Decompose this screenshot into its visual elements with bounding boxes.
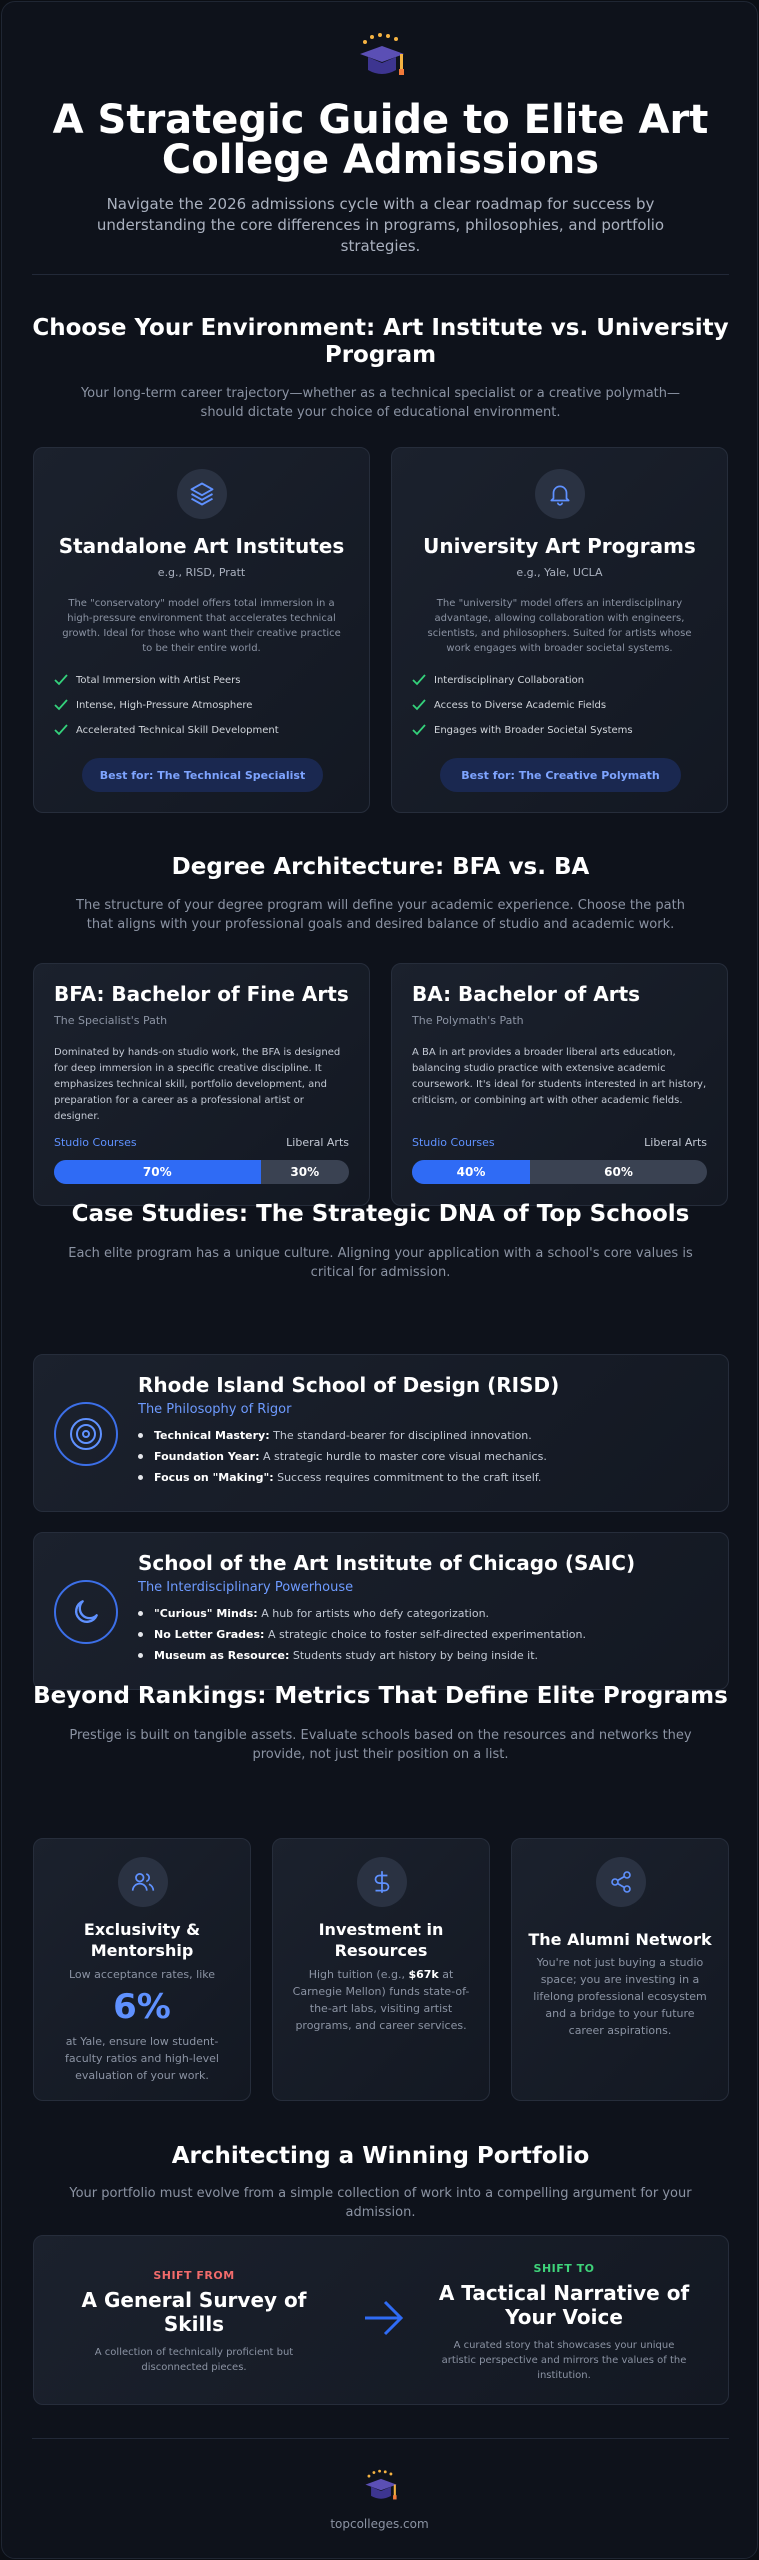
best-for-badge: Best for: The Creative Polymath xyxy=(440,758,681,792)
bell-icon xyxy=(535,469,585,519)
case-bullet-text: Students study art history by being inside it. xyxy=(289,1649,538,1662)
feature-item xyxy=(412,697,707,713)
page-subtitle: Navigate the 2026 admissions cycle with a clear roadmap for success by understanding the core differences in programs, philosophies, and portfolio strategies. xyxy=(96,195,665,255)
case-bullet xyxy=(138,1467,712,1488)
case-bullet-key: "Curious" Minds: xyxy=(154,1607,258,1620)
portfolio-shift-card xyxy=(33,2235,729,2405)
bar-segment-studio: 40% xyxy=(412,1160,530,1184)
studio-liberal-bar xyxy=(54,1160,349,1184)
check-icon xyxy=(412,724,426,736)
shift-from-title: A General Survey of Skills xyxy=(81,2288,307,2336)
section-subtitle-metrics: Prestige is built on tangible assets. Evaluate schools based on the resources and networks they provide, not just their position on a list. xyxy=(69,1728,692,1762)
case-bullet xyxy=(138,1645,712,1666)
case-bullet-list xyxy=(138,1603,712,1666)
studio-liberal-bar xyxy=(412,1160,707,1184)
case-bullet-key: Focus on "Making": xyxy=(154,1471,274,1484)
section-title-metrics: Beyond Rankings: Metrics That Define Elite Programs xyxy=(33,1683,728,1709)
degree-card-description: A BA in art provides a broader liberal arts education, balancing studio practice with extensive academic coursework. It's ideal for students interested in art history, criticism, or combining art with other academic fields. xyxy=(412,1047,707,1106)
env-card-examples: e.g., RISD, Pratt xyxy=(157,566,246,579)
case-bullet-text: A hub for artists who defy categorization. xyxy=(257,1607,490,1620)
feature-label: Intense, High-Pressure Atmosphere xyxy=(76,699,253,711)
case-bullet-list xyxy=(138,1425,712,1488)
feature-label: Accelerated Technical Skill Development xyxy=(76,724,279,736)
feature-label: Access to Diverse Academic Fields xyxy=(434,699,607,711)
divider xyxy=(32,2438,729,2439)
degree-card-tagline: The Specialist's Path xyxy=(54,1014,168,1027)
degree-card-title: BFA: Bachelor of Fine Arts xyxy=(54,982,349,1006)
section-title-degree: Degree Architecture: BFA vs. BA xyxy=(171,854,590,880)
shift-from-label: SHIFT FROM xyxy=(153,2269,235,2282)
case-bullet xyxy=(138,1425,712,1446)
bar-label-liberal: Liberal Arts xyxy=(644,1136,707,1149)
feature-item xyxy=(54,672,349,688)
shift-to-text: A curated story that showcases your unique artistic perspective and mirrors the values of the institution. xyxy=(441,2340,687,2381)
env-card-title: University Art Programs xyxy=(423,534,696,558)
env-card-title: Standalone Art Institutes xyxy=(58,534,345,558)
bar-segment-liberal: 30% xyxy=(290,1165,320,1179)
check-icon xyxy=(54,699,68,711)
feature-item xyxy=(412,722,707,738)
env-card-description: The "conservatory" model offers total immersion in a high-pressure environment that accelerates technical growth. Ideal for those who want their creative practice to be their entire world. xyxy=(62,598,341,654)
metric-stat: 6% xyxy=(113,1987,171,2027)
env-card-university xyxy=(391,447,728,813)
layers-icon xyxy=(177,469,227,519)
case-bullet-key: Foundation Year: xyxy=(154,1450,260,1463)
metric-stat: $67k xyxy=(408,1968,439,1981)
case-bullet-key: Museum as Resource: xyxy=(154,1649,290,1662)
degree-card-bfa xyxy=(33,963,370,1206)
bar-segment-studio: 70% xyxy=(54,1160,261,1184)
feature-item xyxy=(54,697,349,713)
env-card-institutes xyxy=(33,447,370,813)
metric-text: You're not just buying a studio space; you are investing in a lifelong professional ecosystem and a bridge to your future career aspirations. xyxy=(533,1956,707,2037)
target-icon xyxy=(54,1402,118,1466)
check-icon xyxy=(412,699,426,711)
degree-card-tagline: The Polymath's Path xyxy=(412,1014,524,1027)
metric-card-investment xyxy=(272,1838,490,2101)
case-bullet xyxy=(138,1624,712,1645)
feature-label: Engages with Broader Societal Systems xyxy=(434,724,633,736)
env-card-description: The "university" model offers an interdisciplinary advantage, allowing collaboration with engineers, scientists, and philosophers. Suited for artists whose work engages with broader societal systems. xyxy=(427,598,692,654)
degree-card-title: BA: Bachelor of Arts xyxy=(412,982,641,1006)
page xyxy=(1,1,758,2559)
check-icon xyxy=(54,674,68,686)
case-title: Rhode Island School of Design (RISD) xyxy=(138,1373,560,1397)
metric-card-exclusivity xyxy=(33,1838,251,2101)
case-bullet-key: Technical Mastery: xyxy=(154,1429,270,1442)
metric-card-alumni xyxy=(511,1838,729,2101)
metric-text-after: at Carnegie Mellon) funds state-of-the-art labs, visiting artist programs, and career services. xyxy=(292,1968,470,2032)
section-title-portfolio: Architecting a Winning Portfolio xyxy=(171,2143,590,2169)
divider xyxy=(32,274,729,275)
case-card-risd xyxy=(33,1354,729,1512)
feature-item xyxy=(54,722,349,738)
section-subtitle-environment: Your long-term career trajectory—whether as a technical specialist or a creative polymath—should dictate your choice of educational environment. xyxy=(80,386,681,420)
section-title-environment: Choose Your Environment: Art Institute vs. University Program xyxy=(32,315,729,368)
section-subtitle-cases: Each elite program has a unique culture. Aligning your application with a school's core values is critical for admission. xyxy=(68,1246,693,1280)
case-card-saic xyxy=(33,1532,729,1690)
section-subtitle-degree: The structure of your degree program will define your academic experience. Choose the path that aligns with your professional goals and desired balance of studio and academic work. xyxy=(76,898,685,932)
page-title: A Strategic Guide to Elite Art College Admissions xyxy=(52,97,709,183)
bar-label-studio: Studio Courses xyxy=(54,1136,137,1149)
section-subtitle-portfolio: Your portfolio must evolve from a simple collection of work into a compelling argument for your admission. xyxy=(69,2186,692,2220)
check-icon xyxy=(412,674,426,686)
case-bullet-text: A strategic choice to foster self-directed experimentation. xyxy=(264,1628,587,1641)
arrow-right-icon xyxy=(362,2298,406,2338)
graduation-cap-icon xyxy=(363,2469,399,2503)
metric-text xyxy=(291,1966,471,2034)
metric-text: Low acceptance rates, like xyxy=(68,1968,215,1981)
case-bullet xyxy=(138,1446,712,1467)
case-bullet-text: Success requires commitment to the craft itself. xyxy=(273,1471,542,1484)
case-bullet-text: A strategic hurdle to master core visual mechanics. xyxy=(259,1450,547,1463)
env-card-examples: e.g., Yale, UCLA xyxy=(516,566,603,579)
case-philosophy: The Interdisciplinary Powerhouse xyxy=(138,1580,354,1595)
check-icon xyxy=(54,724,68,736)
case-title: School of the Art Institute of Chicago (SAIC) xyxy=(138,1551,636,1575)
metric-text: at Yale, ensure low student-faculty ratios and high-level evaluation of your work. xyxy=(65,2035,219,2082)
metric-title: The Alumni Network xyxy=(528,1930,712,1949)
metric-text-before: High tuition (e.g., xyxy=(308,1968,409,1981)
case-bullet-text: The standard-bearer for disciplined innovation. xyxy=(269,1429,532,1442)
feature-label: Interdisciplinary Collaboration xyxy=(434,674,585,686)
footer-site-link[interactable]: topcolleges.com xyxy=(330,2517,429,2531)
section-title-cases: Case Studies: The Strategic DNA of Top Schools xyxy=(71,1201,690,1227)
shift-from-text: A collection of technically proficient but disconnected pieces. xyxy=(94,2347,294,2373)
case-bullet-key: No Letter Grades: xyxy=(154,1628,265,1641)
degree-card-ba xyxy=(391,963,728,1206)
graduation-cap-icon xyxy=(357,32,407,80)
share-icon xyxy=(596,1857,646,1907)
feature-label: Total Immersion with Artist Peers xyxy=(76,674,241,686)
metric-title: Investment in Resources xyxy=(318,1920,444,1960)
metric-title: Exclusivity & Mentorship xyxy=(83,1920,201,1960)
degree-card-description: Dominated by hands-on studio work, the BFA is designed for deep immersion in a specific creative discipline. It emphasizes technical skill, portfolio development, and preparation for a career as a professional artist or designer. xyxy=(54,1047,341,1122)
feature-item xyxy=(412,672,707,688)
users-icon xyxy=(118,1857,168,1907)
best-for-badge: Best for: The Technical Specialist xyxy=(82,758,323,792)
bar-label-liberal: Liberal Arts xyxy=(286,1136,349,1149)
bar-label-studio: Studio Courses xyxy=(412,1136,495,1149)
bar-segment-liberal: 60% xyxy=(604,1165,633,1179)
moon-icon xyxy=(54,1580,118,1644)
case-bullet xyxy=(138,1603,712,1624)
shift-to-label: SHIFT TO xyxy=(533,2262,595,2275)
shift-to-title: A Tactical Narrative of Your Voice xyxy=(438,2281,690,2329)
case-philosophy: The Philosophy of Rigor xyxy=(138,1402,292,1417)
dollar-icon xyxy=(357,1857,407,1907)
